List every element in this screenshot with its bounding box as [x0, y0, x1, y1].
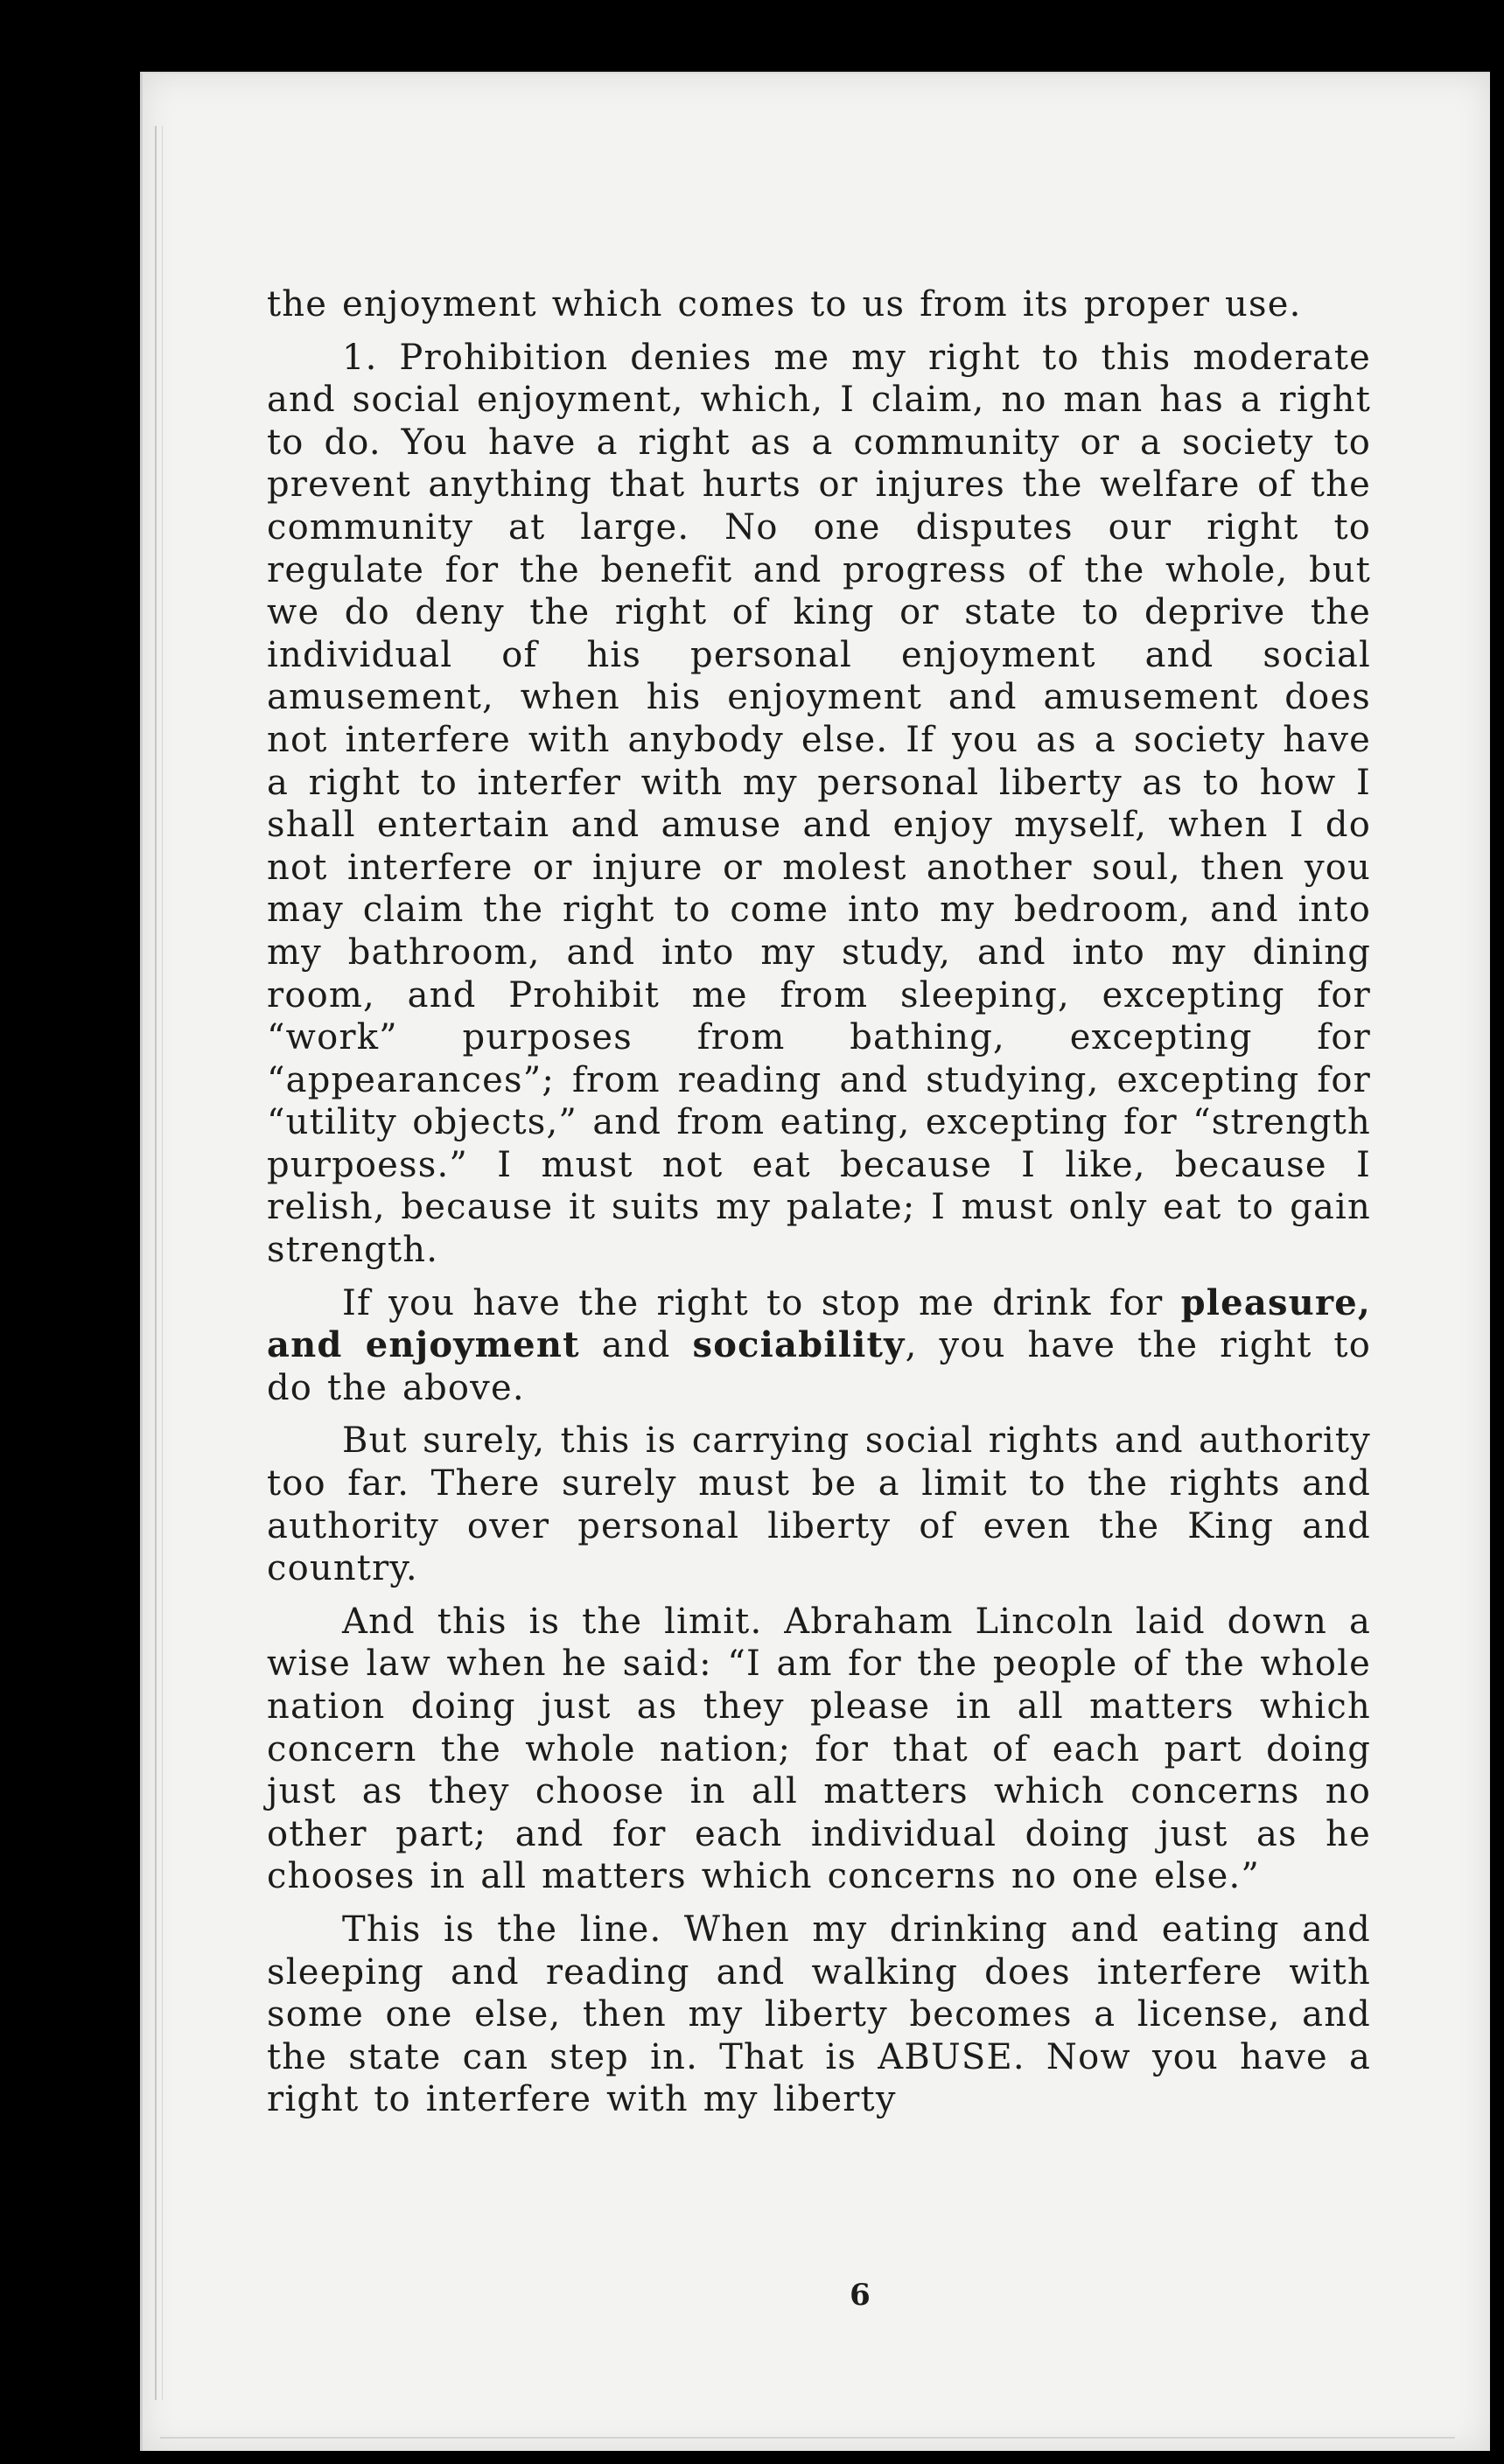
paragraph-text-after: , you have the right to do the above.	[267, 1325, 1371, 1408]
paragraph-lincoln-quote: And this is the limit. Abraham Lincoln laid down a wise law when he said: “I am for the people of the whole nation doing just as they please in all matters which concern the whole nation; for that of each part doing just as they choose in all matters which concerns no other part; and for each individual doing just as he chooses in all matters which concerns no one else.”	[267, 1601, 1371, 1897]
bold-phrase-pleasure: pleasure, and enjoyment	[267, 1281, 1371, 1366]
paragraph-text-mid: and	[579, 1325, 693, 1366]
paragraph-continuation: the enjoyment which comes to us from its proper use.	[267, 284, 1302, 325]
body-text	[267, 283, 1371, 2121]
paragraph-prohibition-point-1: 1. Prohibition denies me my right to this moderate and social enjoyment, which, I claim, no man has a right to do. You have a right as a community or a society to prevent anything that hurts or injures the welfare of the community at large. No one disputes our right to regulate for the benefit and progress of the whole, but we do deny the right of king or state to deprive the individual of his personal enjoyment and social amusement, when his enjoyment and amusement does not interfere with anybody else. If you as a society have a right to interfer with my personal liberty as to how I shall entertain and amuse and enjoy myself, when I do not interfere or injure or molest another soul, then you may claim the right to come into my bedroom, and into my bathroom, and into my study, and into my dining room, and Prohibit me from sleeping, excepting for “work” purposes from bathing, excepting for “appearances”; from reading and studying, excepting for “utility objects,” and from eating, excepting for “strength purpoess.” I must not eat because I like, because I relish, because it suits my palate; I must only eat to gain strength.	[267, 337, 1371, 1271]
paragraph-limit-question: But surely, this is carrying social rights and authority too far. There surely must be a limit to the rights and authority over personal liberty of even the King and country.	[267, 1420, 1371, 1589]
document-page	[140, 72, 1490, 2451]
paragraph-the-line: This is the line. When my drinking and eating and sleeping and reading and walking does interfere with some one else, then my liberty becomes a license, and the state can step in. That is ABUSE. Now you have a right to interfere with my liberty	[267, 1909, 1371, 2120]
paragraph-text-before: If you have the right to stop me drink for	[342, 1282, 1181, 1323]
page-number: 6	[850, 2278, 871, 2313]
page-edge-bottom	[160, 2433, 1455, 2439]
paragraph-right-to-stop	[267, 1282, 1371, 1410]
page-edge-left	[155, 126, 163, 2400]
bold-phrase-sociability: sociability	[692, 1324, 906, 1366]
